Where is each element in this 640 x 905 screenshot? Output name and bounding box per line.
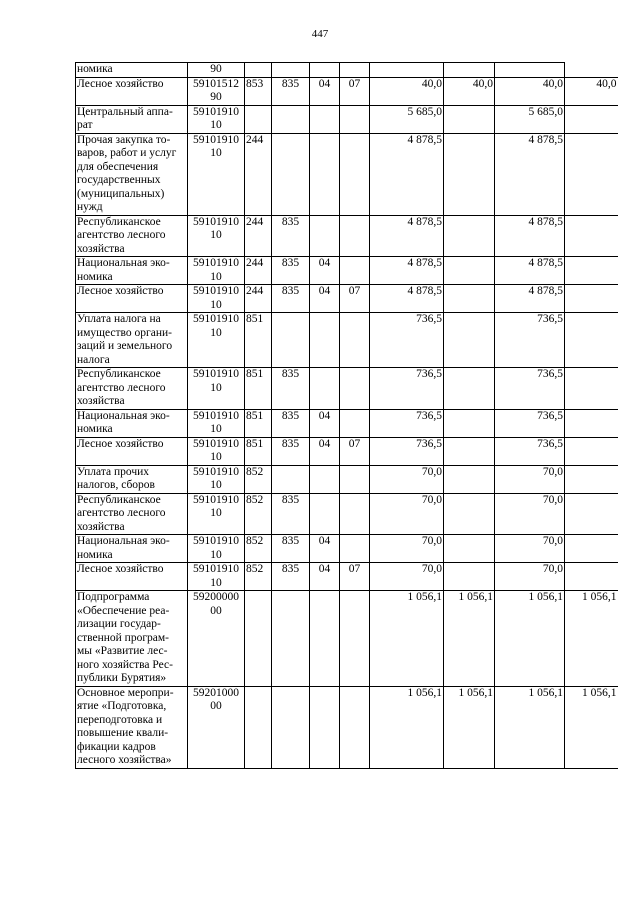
target-code-cell bbox=[188, 368, 245, 410]
cell-line: 10 bbox=[210, 298, 222, 311]
table-row bbox=[76, 215, 618, 257]
administrator-code-cell: 835 bbox=[272, 563, 310, 591]
cell-line: агентство лесного bbox=[77, 381, 166, 394]
table-row bbox=[76, 563, 618, 591]
section-code-cell: 04 bbox=[310, 437, 340, 465]
table-row bbox=[76, 257, 618, 285]
target-code-cell bbox=[188, 285, 245, 313]
section-code-cell bbox=[310, 63, 340, 78]
row-name-cell bbox=[76, 63, 188, 78]
row-name-cell bbox=[76, 368, 188, 410]
cell-line: 59101910 bbox=[193, 257, 239, 269]
expense-type-cell: 244 bbox=[245, 285, 272, 313]
target-code-cell bbox=[188, 493, 245, 535]
administrator-code-cell: 835 bbox=[272, 535, 310, 563]
target-code-cell bbox=[188, 535, 245, 563]
expense-type-cell: 851 bbox=[245, 409, 272, 437]
cell-line: 59200000 bbox=[193, 591, 239, 603]
amount-total-cell: 5 685,0 bbox=[370, 105, 444, 133]
section-code-cell: 04 bbox=[310, 563, 340, 591]
amount-extra-cell bbox=[565, 313, 618, 368]
amount-federal-cell bbox=[444, 535, 495, 563]
cell-line: 59201000 bbox=[193, 686, 239, 699]
row-name-cell bbox=[76, 591, 188, 687]
cell-line: 59101910 bbox=[193, 563, 239, 575]
section-code-cell bbox=[310, 313, 340, 368]
amount-federal-cell bbox=[444, 493, 495, 535]
amount-total-cell: 4 878,5 bbox=[370, 133, 444, 215]
amount-extra-cell bbox=[565, 409, 618, 437]
section-code-cell bbox=[310, 133, 340, 215]
target-code-cell bbox=[188, 409, 245, 437]
amount-total-cell: 70,0 bbox=[370, 563, 444, 591]
cell-line: 10 bbox=[210, 507, 222, 519]
expense-type-cell: 244 bbox=[245, 215, 272, 257]
administrator-code-cell: 835 bbox=[272, 257, 310, 285]
cell-line: номика bbox=[77, 63, 113, 75]
cell-line: 59101910 bbox=[193, 368, 239, 380]
cell-line: лесного хозяйства» bbox=[77, 754, 172, 766]
subsection-code-cell bbox=[340, 257, 370, 285]
amount-republic-cell: 4 878,5 bbox=[495, 257, 565, 285]
subsection-code-cell bbox=[340, 313, 370, 368]
subsection-code-cell: 07 bbox=[340, 77, 370, 105]
amount-total-cell: 736,5 bbox=[370, 368, 444, 410]
amount-federal-cell bbox=[444, 285, 495, 313]
amount-extra-cell: 40,0 bbox=[565, 77, 618, 105]
amount-total-cell: 1 056,1 bbox=[370, 591, 444, 687]
cell-line: рат bbox=[77, 119, 93, 131]
administrator-code-cell bbox=[272, 63, 310, 78]
administrator-code-cell: 835 bbox=[272, 409, 310, 437]
table-row bbox=[76, 409, 618, 437]
amount-republic-cell: 70,0 bbox=[495, 563, 565, 591]
row-name-cell bbox=[76, 686, 188, 768]
subsection-code-cell: 07 bbox=[340, 563, 370, 591]
row-name-cell bbox=[76, 77, 188, 105]
budget-table bbox=[75, 62, 618, 769]
expense-type-cell bbox=[245, 686, 272, 768]
row-name-cell bbox=[76, 105, 188, 133]
row-name-cell bbox=[76, 437, 188, 465]
cell-line: 59101512 bbox=[193, 77, 239, 90]
amount-republic-cell: 736,5 bbox=[495, 313, 565, 368]
amount-total-cell: 70,0 bbox=[370, 493, 444, 535]
cell-line: 10 bbox=[210, 270, 222, 283]
amount-extra-cell bbox=[565, 105, 618, 133]
cell-line: 10 bbox=[210, 423, 222, 435]
amount-total-cell: 736,5 bbox=[370, 313, 444, 368]
cell-line: Республиканское bbox=[77, 368, 161, 380]
administrator-code-cell: 835 bbox=[272, 437, 310, 465]
amount-republic-cell: 4 878,5 bbox=[495, 215, 565, 257]
amount-federal-cell bbox=[444, 215, 495, 257]
amount-federal-cell bbox=[444, 437, 495, 465]
table-row bbox=[76, 133, 618, 215]
administrator-code-cell: 835 bbox=[272, 368, 310, 410]
cell-line: 59101910 bbox=[193, 465, 239, 478]
amount-republic-cell: 736,5 bbox=[495, 409, 565, 437]
cell-line: Уплата прочих bbox=[77, 465, 150, 478]
cell-line: Лесное хозяйство bbox=[77, 563, 164, 575]
section-code-cell bbox=[310, 368, 340, 410]
administrator-code-cell bbox=[272, 133, 310, 215]
cell-line: налогов, сборов bbox=[77, 479, 155, 491]
target-code-cell bbox=[188, 313, 245, 368]
expense-type-cell: 851 bbox=[245, 437, 272, 465]
cell-line: 10 bbox=[210, 119, 222, 131]
cell-line: Лесное хозяйство bbox=[77, 437, 164, 450]
amount-federal-cell bbox=[444, 105, 495, 133]
expense-type-cell: 852 bbox=[245, 465, 272, 493]
cell-line: мы «Развитие лес- bbox=[77, 645, 168, 657]
cell-line: Национальная эко- bbox=[77, 535, 170, 547]
subsection-code-cell bbox=[340, 493, 370, 535]
cell-line: 59101910 bbox=[193, 133, 239, 146]
target-code-cell bbox=[188, 133, 245, 215]
subsection-code-cell bbox=[340, 105, 370, 133]
section-code-cell bbox=[310, 215, 340, 257]
amount-republic-cell: 736,5 bbox=[495, 368, 565, 410]
subsection-code-cell bbox=[340, 591, 370, 687]
cell-line: 59101910 bbox=[193, 285, 239, 297]
subsection-code-cell bbox=[340, 465, 370, 493]
table-row bbox=[76, 63, 618, 78]
cell-line: 10 bbox=[210, 381, 222, 394]
cell-line: 59101910 bbox=[193, 105, 239, 118]
row-name-cell bbox=[76, 215, 188, 257]
section-code-cell: 04 bbox=[310, 257, 340, 285]
amount-total-cell: 70,0 bbox=[370, 535, 444, 563]
table-row bbox=[76, 591, 618, 687]
cell-line: Прочая закупка то- bbox=[77, 133, 171, 146]
page-number: 447 bbox=[311, 28, 329, 40]
cell-line: номика bbox=[77, 270, 113, 283]
cell-line: «Обеспечение реа- bbox=[77, 604, 170, 617]
section-code-cell bbox=[310, 465, 340, 493]
table-row bbox=[76, 535, 618, 563]
section-code-cell: 04 bbox=[310, 77, 340, 105]
cell-line: 90 bbox=[210, 63, 222, 75]
cell-line: фикации кадров bbox=[77, 740, 156, 753]
table-row bbox=[76, 465, 618, 493]
cell-line: Подпрограмма bbox=[77, 591, 150, 603]
section-code-cell: 04 bbox=[310, 285, 340, 313]
cell-line: варов, работ и услуг bbox=[77, 147, 177, 159]
administrator-code-cell bbox=[272, 591, 310, 687]
row-name-cell bbox=[76, 493, 188, 535]
amount-republic-cell: 70,0 bbox=[495, 493, 565, 535]
administrator-code-cell bbox=[272, 465, 310, 493]
cell-line: хозяйства bbox=[77, 242, 125, 255]
cell-line: Лесное хозяйство bbox=[77, 77, 164, 90]
row-name-cell bbox=[76, 313, 188, 368]
cell-line: 10 bbox=[210, 548, 222, 561]
cell-line: 10 bbox=[210, 576, 222, 589]
cell-line: 10 bbox=[210, 451, 222, 463]
cell-line: ного хозяйства Рес- bbox=[77, 658, 173, 671]
expense-type-cell: 852 bbox=[245, 493, 272, 535]
table-row bbox=[76, 77, 618, 105]
cell-line: 59101910 bbox=[193, 409, 239, 422]
expense-type-cell: 244 bbox=[245, 257, 272, 285]
cell-line: 90 bbox=[210, 91, 222, 103]
cell-line: 59101910 bbox=[193, 437, 239, 450]
cell-line: Основное меропри- bbox=[77, 686, 174, 699]
section-code-cell bbox=[310, 493, 340, 535]
cell-line: ятие «Подготовка, bbox=[77, 700, 167, 712]
section-code-cell: 04 bbox=[310, 409, 340, 437]
target-code-cell bbox=[188, 215, 245, 257]
cell-line: 59101910 bbox=[193, 535, 239, 547]
section-code-cell bbox=[310, 105, 340, 133]
administrator-code-cell bbox=[272, 105, 310, 133]
expense-type-cell bbox=[245, 591, 272, 687]
expense-type-cell: 851 bbox=[245, 368, 272, 410]
row-name-cell bbox=[76, 563, 188, 591]
amount-extra-cell: 1 056,1 bbox=[565, 686, 618, 768]
amount-extra-cell bbox=[565, 563, 618, 591]
amount-total-cell bbox=[370, 63, 444, 78]
expense-type-cell bbox=[245, 105, 272, 133]
cell-line: 00 bbox=[210, 700, 222, 712]
amount-republic-cell: 40,0 bbox=[495, 77, 565, 105]
cell-line: (муниципальных) bbox=[77, 187, 165, 200]
cell-line: 59101910 bbox=[193, 493, 239, 506]
amount-federal-cell bbox=[444, 409, 495, 437]
amount-total-cell: 736,5 bbox=[370, 437, 444, 465]
section-code-cell bbox=[310, 591, 340, 687]
amount-extra-cell: 1 056,1 bbox=[565, 591, 618, 687]
expense-type-cell: 852 bbox=[245, 563, 272, 591]
target-code-cell bbox=[188, 77, 245, 105]
row-name-cell bbox=[76, 535, 188, 563]
subsection-code-cell bbox=[340, 409, 370, 437]
cell-line: Лесное хозяйство bbox=[77, 285, 164, 297]
target-code-cell bbox=[188, 465, 245, 493]
table-row bbox=[76, 437, 618, 465]
amount-extra-cell bbox=[565, 465, 618, 493]
cell-line: государственных bbox=[77, 174, 161, 186]
amount-total-cell: 4 878,5 bbox=[370, 215, 444, 257]
target-code-cell bbox=[188, 563, 245, 591]
amount-republic-cell: 4 878,5 bbox=[495, 133, 565, 215]
amount-federal-cell bbox=[444, 313, 495, 368]
cell-line: лизации государ- bbox=[77, 618, 161, 630]
amount-total-cell: 1 056,1 bbox=[370, 686, 444, 768]
subsection-code-cell bbox=[340, 535, 370, 563]
amount-extra-cell bbox=[565, 535, 618, 563]
cell-line: налога bbox=[77, 353, 110, 366]
target-code-cell bbox=[188, 105, 245, 133]
amount-republic-cell: 70,0 bbox=[495, 465, 565, 493]
expense-type-cell: 851 bbox=[245, 313, 272, 368]
amount-total-cell: 4 878,5 bbox=[370, 285, 444, 313]
amount-extra-cell bbox=[565, 437, 618, 465]
cell-line: 10 bbox=[210, 229, 222, 241]
cell-line: агентство лесного bbox=[77, 507, 166, 519]
amount-federal-cell: 1 056,1 bbox=[444, 591, 495, 687]
cell-line: нужд bbox=[77, 201, 103, 213]
cell-line: агентство лесного bbox=[77, 229, 166, 241]
target-code-cell bbox=[188, 63, 245, 78]
amount-republic-cell: 4 878,5 bbox=[495, 285, 565, 313]
cell-line: Национальная эко- bbox=[77, 257, 170, 269]
amount-republic-cell: 70,0 bbox=[495, 535, 565, 563]
amount-federal-cell bbox=[444, 63, 495, 78]
table-row bbox=[76, 285, 618, 313]
cell-line: публики Бурятия» bbox=[77, 672, 167, 684]
cell-line: для обеспечения bbox=[77, 160, 159, 173]
amount-total-cell: 70,0 bbox=[370, 465, 444, 493]
amount-extra-cell bbox=[565, 133, 618, 215]
amount-extra-cell bbox=[565, 368, 618, 410]
cell-line: 59101910 bbox=[193, 313, 239, 325]
target-code-cell bbox=[188, 591, 245, 687]
amount-republic-cell: 736,5 bbox=[495, 437, 565, 465]
target-code-cell bbox=[188, 437, 245, 465]
amount-total-cell: 40,0 bbox=[370, 77, 444, 105]
amount-extra-cell bbox=[565, 215, 618, 257]
cell-line: повышение квали- bbox=[77, 727, 169, 739]
expense-type-cell: 852 bbox=[245, 535, 272, 563]
cell-line: Центральный аппа- bbox=[77, 105, 173, 118]
administrator-code-cell: 835 bbox=[272, 215, 310, 257]
subsection-code-cell bbox=[340, 63, 370, 78]
cell-line: ственной програм- bbox=[77, 631, 170, 644]
row-name-cell bbox=[76, 257, 188, 285]
subsection-code-cell: 07 bbox=[340, 285, 370, 313]
cell-line: номика bbox=[77, 423, 113, 435]
amount-federal-cell bbox=[444, 465, 495, 493]
amount-federal-cell: 40,0 bbox=[444, 77, 495, 105]
amount-extra-cell bbox=[565, 285, 618, 313]
table-row bbox=[76, 313, 618, 368]
subsection-code-cell bbox=[340, 215, 370, 257]
expense-type-cell bbox=[245, 63, 272, 78]
amount-federal-cell bbox=[444, 133, 495, 215]
cell-line: 00 bbox=[210, 604, 222, 617]
cell-line: Национальная эко- bbox=[77, 409, 170, 422]
administrator-code-cell: 835 bbox=[272, 285, 310, 313]
amount-republic-cell bbox=[495, 63, 565, 78]
amount-federal-cell bbox=[444, 368, 495, 410]
cell-line: хозяйства bbox=[77, 520, 125, 533]
cell-line: Уплата налога на bbox=[77, 313, 161, 325]
cell-line: заций и земельного bbox=[77, 340, 173, 352]
table-row bbox=[76, 686, 618, 768]
row-name-cell bbox=[76, 465, 188, 493]
administrator-code-cell: 835 bbox=[272, 77, 310, 105]
cell-line: Республиканское bbox=[77, 215, 161, 228]
administrator-code-cell bbox=[272, 686, 310, 768]
target-code-cell bbox=[188, 257, 245, 285]
cell-line: 10 bbox=[210, 326, 222, 339]
table-row bbox=[76, 493, 618, 535]
row-name-cell bbox=[76, 133, 188, 215]
administrator-code-cell: 835 bbox=[272, 493, 310, 535]
table-row bbox=[76, 368, 618, 410]
amount-republic-cell: 5 685,0 bbox=[495, 105, 565, 133]
expense-type-cell: 853 bbox=[245, 77, 272, 105]
cell-line: 10 bbox=[210, 147, 222, 159]
amount-republic-cell: 1 056,1 bbox=[495, 686, 565, 768]
table-row bbox=[76, 105, 618, 133]
cell-line: переподготовка и bbox=[77, 713, 163, 726]
cell-line: 59101910 bbox=[193, 215, 239, 228]
expense-type-cell: 244 bbox=[245, 133, 272, 215]
cell-line: 10 bbox=[210, 479, 222, 491]
amount-extra-cell bbox=[565, 493, 618, 535]
subsection-code-cell bbox=[340, 133, 370, 215]
section-code-cell: 04 bbox=[310, 535, 340, 563]
amount-total-cell: 4 878,5 bbox=[370, 257, 444, 285]
cell-line: номика bbox=[77, 548, 113, 561]
amount-federal-cell: 1 056,1 bbox=[444, 686, 495, 768]
subsection-code-cell: 07 bbox=[340, 437, 370, 465]
subsection-code-cell bbox=[340, 368, 370, 410]
section-code-cell bbox=[310, 686, 340, 768]
subsection-code-cell bbox=[340, 686, 370, 768]
cell-line: хозяйства bbox=[77, 395, 125, 407]
cell-line: имущество органи- bbox=[77, 326, 172, 339]
row-name-cell bbox=[76, 285, 188, 313]
amount-federal-cell bbox=[444, 257, 495, 285]
amount-total-cell: 736,5 bbox=[370, 409, 444, 437]
administrator-code-cell bbox=[272, 313, 310, 368]
cell-line: Республиканское bbox=[77, 493, 161, 506]
amount-extra-cell bbox=[565, 63, 618, 78]
amount-federal-cell bbox=[444, 563, 495, 591]
row-name-cell bbox=[76, 409, 188, 437]
target-code-cell bbox=[188, 686, 245, 768]
amount-extra-cell bbox=[565, 257, 618, 285]
amount-republic-cell: 1 056,1 bbox=[495, 591, 565, 687]
